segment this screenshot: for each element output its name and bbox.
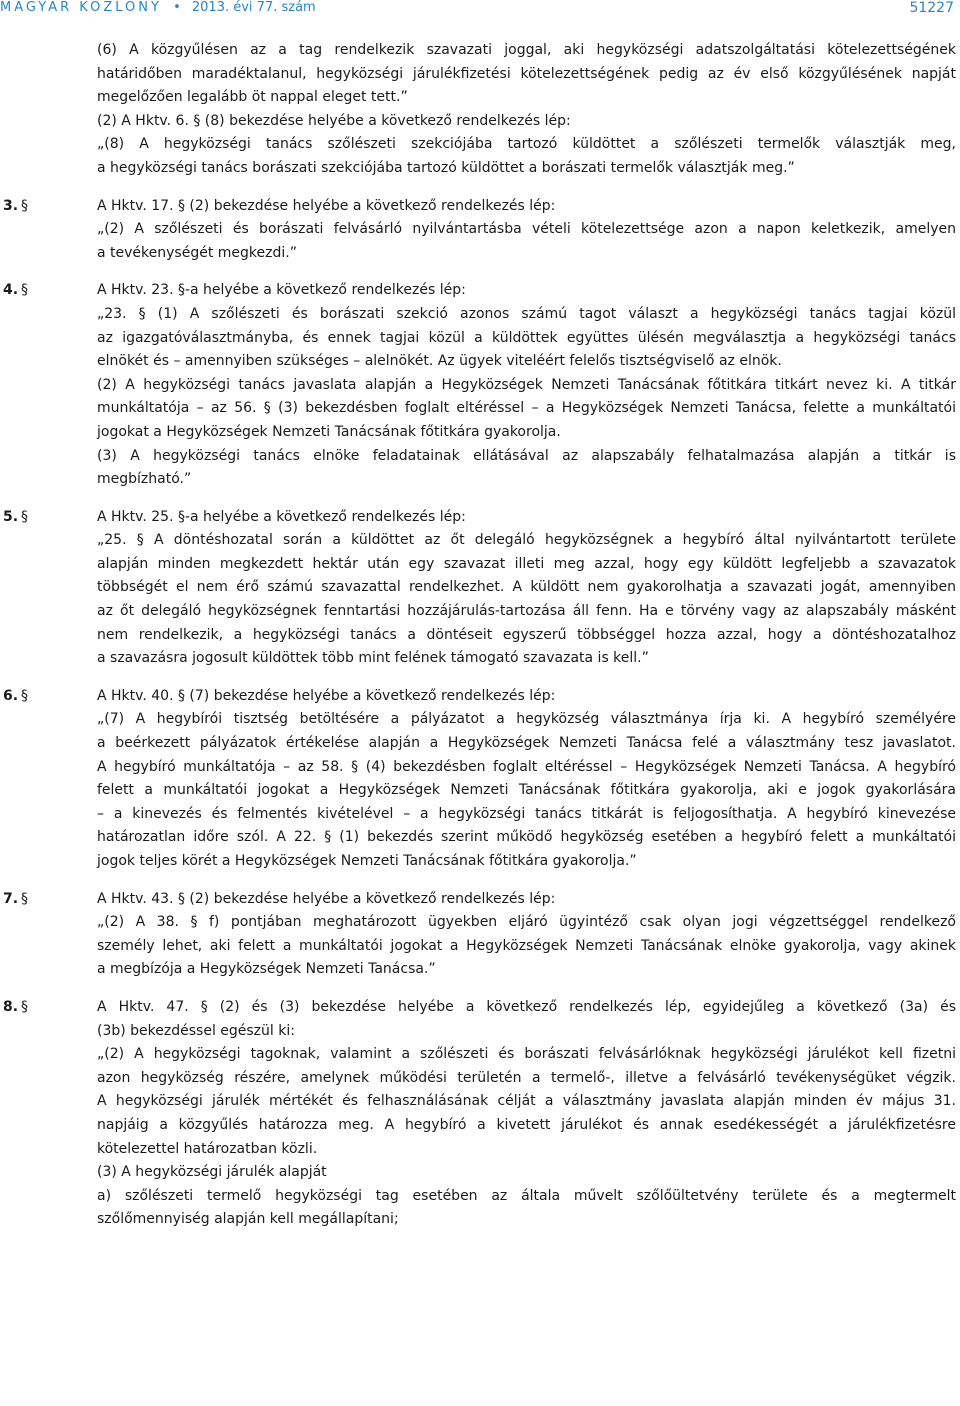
page-number: 51227: [909, 0, 954, 16]
text-line: „25. § A döntéshozatal során a küldöttet az őt delegáló hegyközségnek a hegybíró által nyilvántartott területe: [97, 532, 956, 549]
document-body: [0, 39, 960, 1232]
text-line: (2) A Hktv. 6. § (8) bekezdése helyébe a következő rendelkezés lép:: [97, 112, 571, 129]
text-line: A Hktv. 47. § (2) és (3) bekezdése helyébe a következő rendelkezés lép, egyidejűleg a következő (3a) és: [97, 998, 956, 1015]
text-line: „(2) A 38. § f) pontjában meghatározott ügyekben eljáró ügyintéző csak olyan jogi végzettséggel rendelkező: [97, 914, 956, 931]
text-line: „(7) A hegybírói tisztség betöltésére a pályázatot a hegyközség választmánya írja ki. A hegybíró személyére: [97, 711, 956, 728]
text-line: a szavazásra jogosult küldöttek több mint felének támogató szavazata is kell.”: [97, 650, 649, 667]
section-gap: [0, 874, 960, 888]
text-line: (2) A hegyközségi tanács javaslata alapján a Hegyközségek Nemzeti Tanácsának főtitkára titkárt nevez ki. A titkár: [97, 376, 956, 393]
text-line: az igazgatóválasztmányba, és ennek tagjai közül a küldöttek együttes ülésén megválasztja a hegyközségi tanács: [97, 329, 956, 346]
section-gap: [0, 671, 960, 685]
journal-title: [0, 0, 316, 16]
section-gap: [0, 982, 960, 996]
journal-name: MAGYAR KÖZLÖNY: [0, 0, 162, 15]
text-line: a) szőlészeti termelő hegyközségi tag esetében az általa művelt szőlőültetvény területe és a megtermelt: [97, 1187, 956, 1204]
text-line: alapján minden megkezdett hektár után egy szavazat illeti meg azzal, hogy egy küldött legfeljebb a szavazatok: [97, 555, 956, 572]
text-line: az őt delegáló hegyközségnek fenntartási hozzájárulás-tartozása áll fenn. Ha e törvény vagy az alapszabály másként: [97, 603, 956, 620]
text-line: A Hktv. 40. § (7) bekezdése helyébe a következő rendelkezés lép:: [97, 687, 556, 704]
text-line: azon hegyközség részére, amelynek működési területén a termelő-, illetve a felvásárló tevékenységüket végzik.: [97, 1069, 956, 1086]
text-line: (3b) bekezdéssel egészül ki:: [97, 1022, 295, 1039]
section-sign: §: [21, 282, 28, 299]
text-line: határidőben maradéktalanul, hegyközségi járulékfizetési kötelezettségének pedig az év első közgyűlésének napját: [97, 65, 956, 82]
text-line: A Hktv. 25. §-a helyébe a következő rendelkezés lép:: [97, 508, 466, 525]
text-line: többségét el nem érő számú szavazattal rendelkezhet. A küldött nem gyakorolhatja a szavazati jogát, amennyiben: [97, 579, 956, 596]
text-line: nem rendelkezik, a hegyközségi tanács a döntéseit egyszerű többséggel hozza azzal, hogy a döntéshozatalhoz: [97, 626, 956, 643]
text-line: személy lehet, aki felett a munkáltatói jogokat a Hegyközségek Nemzeti Tanácsának elnöke gyakorolja, vagy akinek: [97, 937, 956, 954]
section-8: [0, 996, 960, 1232]
section-number: 6.: [3, 687, 19, 704]
section-sign: §: [21, 998, 28, 1015]
section-sign: §: [21, 890, 28, 907]
text-line: (3) A hegyközségi járulék alapját: [97, 1164, 327, 1181]
section-sign: §: [21, 508, 28, 525]
text-line: A Hktv. 17. § (2) bekezdése helyébe a következő rendelkezés lép:: [97, 197, 556, 214]
text-line: jogokat a Hegyközségek Nemzeti Tanácsának főtitkára gyakorolja.: [97, 423, 561, 440]
text-line: (3) A hegyközségi tanács elnöke feladatainak ellátásával az alapszabály felhatalmazása alapján a titkár is: [97, 447, 956, 464]
text-line: megbízható.”: [97, 471, 192, 488]
section-5: [0, 506, 960, 671]
text-line: a hegyközségi tanács borászati szekciójába tartozó küldöttet a borászati termelők választják meg.”: [97, 159, 795, 176]
text-line: napjáig a közgyűlés határozza meg. A hegybíró a kivetett járulékot és annak esedékességét a járulékfizetésre: [97, 1116, 956, 1133]
section-gap: [0, 492, 960, 506]
page-header: [0, 0, 960, 20]
text-line: A hegybíró munkáltatója – az 58. § (4) bekezdésben foglalt eltéréssel – Hegyközségek Nemzeti Tanácsa. A hegybíró: [97, 758, 956, 775]
text-line: jogok teljes körét a Hegyközségek Nemzeti Tanácsának főtitkára gyakorolja.”: [97, 853, 637, 869]
text-line: A Hktv. 23. §-a helyébe a következő rendelkezés lép:: [97, 282, 466, 299]
section-3: [0, 195, 960, 266]
text-line: „23. § (1) A szőlészeti és borászati szekció azonos számú tagot választ a hegyközségi tanács tagjai közül: [97, 305, 956, 322]
section-gap: [0, 181, 960, 195]
text-line: (6) A közgyűlésen az a tag rendelkezik szavazati joggal, aki hegyközségi adatszolgáltatási kötelezettségének: [97, 42, 956, 58]
text-line: – a kinevezés és felmentés kivételével – a hegyközségi tanács titkárát is feljogosíthatja. A hegybíró kinevezése: [97, 805, 956, 822]
section-7: [0, 888, 960, 982]
text-line: a megbízója a Hegyközségek Nemzeti Tanácsa.”: [97, 961, 436, 978]
text-line: megelőzően legalább öt nappal eleget tett.”: [97, 89, 408, 106]
section-number: 8.: [3, 998, 19, 1015]
section-number: 3.: [3, 197, 19, 214]
section-number: 4.: [3, 282, 19, 299]
text-line: a tevékenységét megkezdi.”: [97, 244, 297, 261]
issue-label: 2013. évi 77. szám: [191, 0, 316, 15]
text-line: szőlőmennyiség alapján kell megállapítani;: [97, 1211, 399, 1228]
section-6: [0, 685, 960, 874]
text-line: A hegyközségi járulék mértékét és felhasználásának célját a választmány javaslata alapján minden év május 31.: [97, 1093, 956, 1110]
section-sign: §: [21, 687, 28, 704]
text-line: elnökét és – amennyiben szükséges – alelnökét. Az ügyek viteléért felelős tisztségviselő az elnök.: [97, 353, 782, 370]
section-4: [0, 279, 960, 491]
text-line: felett a munkáltatói jogokat a Hegyközségek Nemzeti Tanácsának főtitkára gyakorolja, aki e jogok gyakorlására: [97, 782, 956, 799]
section-number: 5.: [3, 508, 19, 525]
text-line: A Hktv. 43. § (2) bekezdése helyébe a következő rendelkezés lép:: [97, 890, 556, 907]
text-line: határozatlan időre szól. A 22. § (1) bekezdés szerint működő hegyközség esetében a hegybíró felett a munkáltatói: [97, 829, 956, 846]
text-line: „(8) A hegyközségi tanács szőlészeti szekciójába tartozó küldöttet a szőlészeti termelők választják meg,: [97, 136, 956, 153]
text-line: kötelezettel határozatban közli.: [97, 1140, 318, 1157]
text-line: „(2) A hegyközségi tagoknak, valamint a szőlészeti és borászati felvásárlóknak hegyközségi járulékot kell fizetni: [97, 1046, 956, 1063]
section-number: 7.: [3, 890, 19, 907]
continuation-block: [0, 39, 960, 181]
text-line: „(2) A szőlészeti és borászati felvásárló nyilvántartásba vételi kötelezettsége azon a napon keletkezik, amelyen: [97, 221, 956, 238]
section-gap: [0, 265, 960, 279]
section-sign: §: [21, 197, 28, 214]
text-line: munkáltatója – az 56. § (3) bekezdésben foglalt eltéréssel – a Hegyközségek Nemzeti Tanácsa, felette a munkáltatói: [97, 400, 956, 417]
header-bullet: •: [173, 0, 181, 15]
text-line: a beérkezett pályázatok értékelése alapján a Hegyközségek Nemzeti Tanácsa felé a választmány tesz javaslatot.: [97, 735, 956, 752]
